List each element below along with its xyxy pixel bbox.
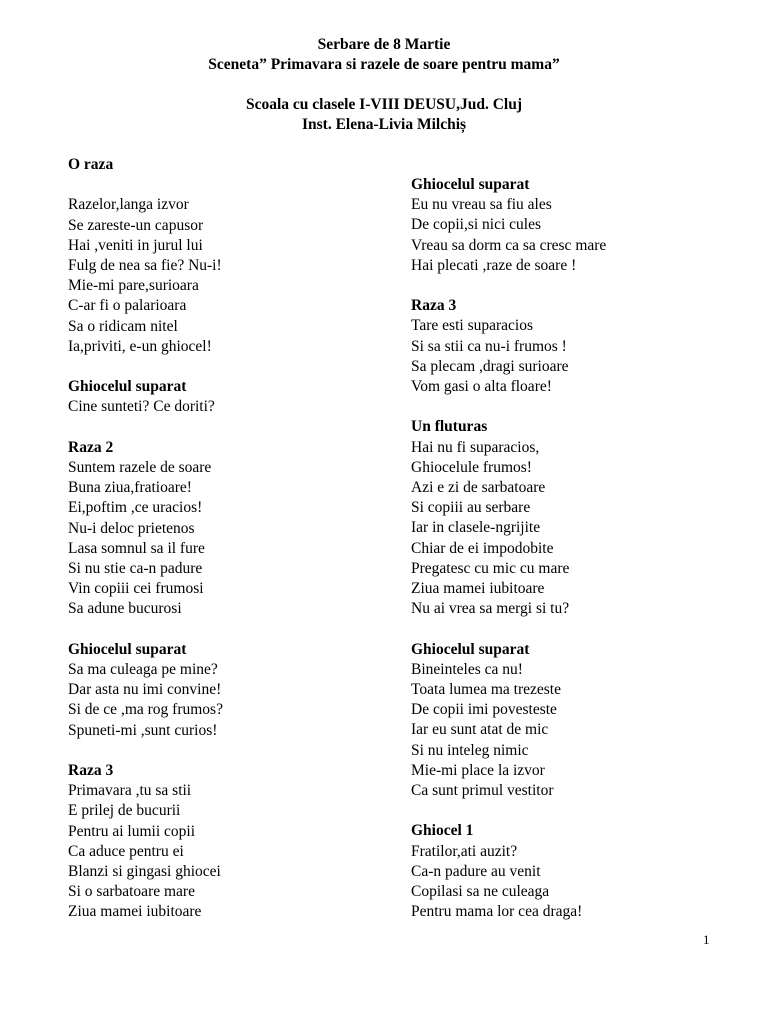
verse-line: E prilej de bucurii (68, 802, 181, 820)
speaker-name: Ghiocelul suparat (411, 176, 530, 193)
verse-line: Vreau sa dorm ca sa cresc mare (411, 236, 607, 254)
page-number: 1 (703, 932, 710, 947)
document-header (0, 35, 768, 135)
verse-line: Ghiocelule frumos! (411, 458, 532, 476)
speaker-name: Raza 3 (411, 297, 457, 315)
stanza (411, 417, 741, 619)
verse-line: Chiar de ei impodobite (411, 539, 554, 557)
verse-line: Vom gasi o alta floare! (411, 378, 552, 396)
speaker-name: Ghiocelul suparat (68, 378, 187, 396)
verse-line: Hai plecati ,raze de soare ! (411, 256, 577, 274)
verse-line: Ca aduce pentru ei (68, 842, 184, 860)
play-title: Sceneta” Primavara si razele de soare pentru mama” (208, 56, 560, 73)
speaker-name: Ghiocelul suparat (411, 640, 530, 658)
verse-line: Blanzi si gingasi ghiocei (68, 863, 221, 881)
speaker-name: O raza (68, 156, 114, 173)
stanza (68, 438, 388, 620)
verse-line: Nu ai vrea sa mergi si tu? (411, 600, 570, 618)
verse-line: Ca-n padure au venit (411, 862, 541, 880)
verse-line: Iar in clasele-ngrijite (411, 519, 541, 537)
verse-line: Si de ce ,ma rog frumos? (68, 701, 223, 719)
verse-line: Pentru mama lor cea draga! (411, 903, 583, 921)
verse-line: Razelor,langa izvor (68, 196, 189, 214)
verse-line: Pentru ai lumii copii (68, 822, 195, 840)
header-gap (0, 75, 768, 95)
verse-line: Copilasi sa ne culeaga (411, 883, 550, 901)
event-title: Serbare de 8 Martie (317, 36, 451, 53)
speaker-name: Ghiocelul suparat (68, 640, 187, 658)
verse-line: Si o sarbatoare mare (68, 883, 195, 901)
verse-line: Tare esti suparacios (411, 317, 534, 335)
school-name: Scoala cu clasele I-VIII DEUSU,Jud. Cluj (245, 96, 522, 113)
stanza (68, 195, 388, 357)
verse-line: Se zareste-un capusor (68, 216, 204, 234)
verse-line: Ziua mamei iubitoare (68, 903, 202, 921)
verse-line: Eu nu vreau sa fiu ales (411, 196, 552, 214)
verse-line: Si nu inteleg nimic (411, 741, 529, 759)
speaker-name: Raza 3 (68, 762, 114, 780)
verse-line: Azi e zi de sarbatoare (411, 479, 546, 497)
verse-line: Bineinteles ca nu! (411, 660, 523, 678)
stanza (68, 377, 388, 417)
verse-line: Ei,poftim ,ce uracios! (68, 499, 203, 517)
verse-line: Pregatesc cu mic cu mare (411, 559, 570, 577)
stanza (68, 640, 388, 741)
verse-line: Mie-mi pare,surioara (68, 277, 199, 295)
verse-line: Buna ziua,fratioare! (68, 479, 192, 497)
verse-line: Mie-mi place la izvor (411, 761, 545, 779)
stanza (411, 296, 741, 397)
verse-line: Ziua mamei iubitoare (411, 580, 545, 598)
verse-line: Primavara ,tu sa stii (68, 782, 192, 800)
verse-line: Cine sunteti? Ce doriti? (68, 398, 215, 416)
verse-line: Spuneti-mi ,sunt curios! (68, 721, 218, 739)
verse-line: Si sa stii ca nu-i frumos ! (411, 337, 567, 355)
stanza (411, 640, 741, 802)
speaker-name: Ghiocel 1 (411, 822, 474, 840)
verse-line: De copii imi povesteste (411, 701, 557, 719)
verse-line: C-ar fi o palarioara (68, 297, 187, 315)
verse-line: De copii,si nici cules (411, 216, 541, 234)
verse-line: Lasa somnul sa il fure (68, 539, 205, 557)
verse-line: Ca sunt primul vestitor (411, 782, 554, 800)
stanza (411, 175, 741, 276)
verse-line: Iar eu sunt atat de mic (411, 721, 549, 739)
stanza (411, 821, 741, 922)
verse-line: Sa adune bucurosi (68, 600, 182, 618)
verse-line: Vin copiii cei frumosi (68, 580, 204, 598)
verse-line: Si copiii au serbare (411, 499, 531, 517)
stanza (68, 155, 388, 175)
verse-line: Nu-i deloc prietenos (68, 519, 195, 537)
verse-line: Hai ,veniti in jurul lui (68, 236, 203, 254)
right-column (411, 175, 741, 943)
verse-line: Si nu stie ca-n padure (68, 560, 203, 578)
verse-line: Ia,priviti, e-un ghiocel! (68, 337, 212, 355)
verse-line: Sa o ridicam nitel (68, 317, 178, 335)
verse-line: Dar asta nu imi convine! (68, 681, 222, 699)
speaker-name: Un fluturas (411, 418, 488, 436)
stanza (68, 761, 388, 923)
left-column (68, 155, 388, 943)
verse-line: Sa plecam ,dragi surioare (411, 357, 569, 375)
verse-line: Sa ma culeaga pe mine? (68, 661, 218, 679)
verse-line: Hai nu fi suparacios, (411, 438, 540, 456)
author-name: Inst. Elena-Livia Milchiș (301, 116, 467, 133)
speaker-name: Raza 2 (68, 438, 114, 456)
verse-line: Toata lumea ma trezeste (411, 681, 561, 699)
verse-line: Suntem razele de soare (68, 459, 212, 476)
verse-line: Fulg de nea sa fie? Nu-i! (68, 257, 222, 274)
verse-line: Fratilor,ati auzit? (411, 842, 518, 860)
